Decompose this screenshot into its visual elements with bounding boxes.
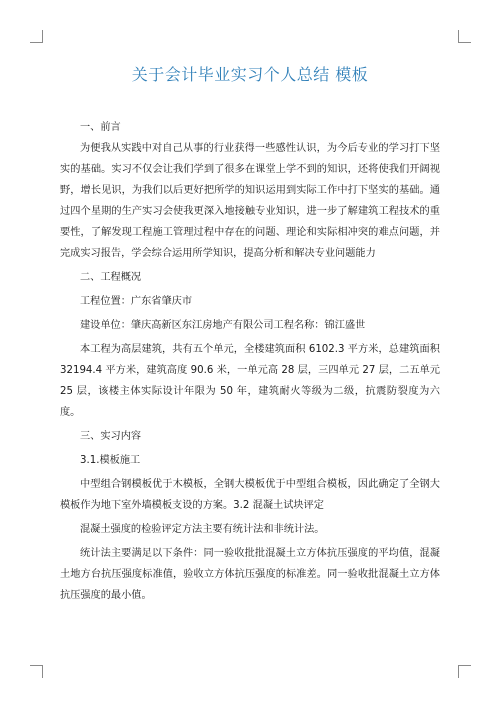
paragraph-preface: 为便我从实践中对自己从事的行业获得一些感性认识，为今后专业的学习打下坚实的基础。实习不仅会让我们学到了很多在课堂上学不到的知识，还将使我们开阔视野，增长见识，为我们以后更好把所学的知识运用到实际工作中打下坚实的基础。通过四个星期的生产实习会使我更深入地接触专业知识，进一步了解建筑工程技术的重要性，了解发现工程施工管理过程中存在的问题、理论和实际相冲突的难点问题，并完成实习报告，学会综合运用所学知识，提高分析和解决专业问题能力	[60, 143, 440, 259]
paragraph-formwork: 中型组合钢模板优于木模板，全钢大模板优于中型组合模板，因此确定了全钢大模板作为地下室外墙模板支设的方案。3.2 混凝土试块评定	[60, 479, 440, 511]
document-title: 关于会计毕业实习个人总结 模板	[131, 65, 369, 84]
crop-mark-top-right	[458, 30, 471, 43]
crop-mark-bottom-right	[458, 665, 471, 678]
subsection-heading-formwork: 3.1.模板施工	[80, 455, 141, 466]
document-body	[60, 117, 440, 606]
crop-mark-bottom-left	[30, 665, 43, 678]
paragraph-concrete-methods: 混凝土强度的检验评定方法主要有统计法和非统计法。	[80, 524, 325, 535]
section-heading-preface: 一、前言	[80, 122, 121, 133]
paragraph-location: 工程位置：广东省肇庆市	[80, 296, 193, 307]
section-heading-content: 三、实习内容	[80, 431, 142, 442]
paragraph-builder: 建设单位：肇庆高新区东江房地产有限公司工程名称：锦江盛世	[80, 320, 366, 331]
paragraph-building-info: 本工程为高层建筑，共有五个单元，全楼建筑面积 6102.3 平方米，总建筑面积 32194.4 平方米，建筑高度 90.6 米，一单元高 28 层，三四单元 27 层，二五单元 25 层，该楼主体实际设计年限为 50 年，建筑耐火等级为二级，抗震防裂度为六度。	[60, 344, 440, 418]
crop-mark-top-left	[30, 30, 43, 43]
section-heading-overview: 二、工程概况	[80, 272, 142, 283]
paragraph-statistical-method: 统计法主要满足以下条件：同一验收批批混凝土立方体抗压强度的平均值，混凝土地方台抗压强度标准值，验收立方体抗压强度的标准差。同一验收批混凝土立方体抗压强度的最小值。	[60, 548, 440, 601]
